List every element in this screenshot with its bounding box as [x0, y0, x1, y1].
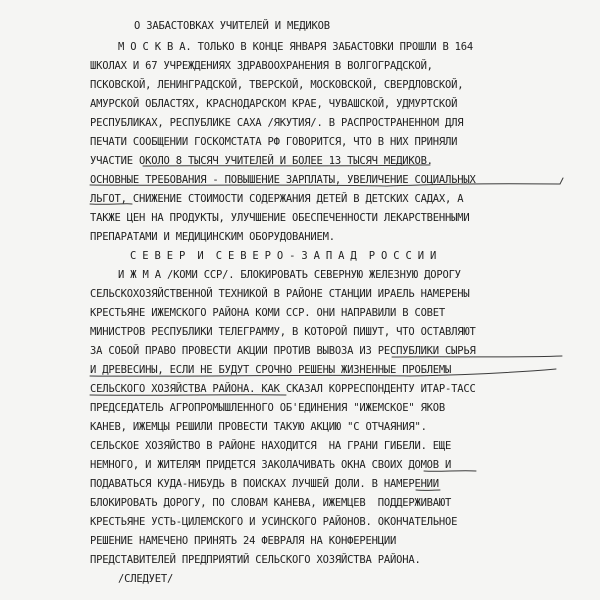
text-line: АМУРСКОЙ ОБЛАСТЯХ, КРАСНОДАРСКОМ КРАЕ, ЧУВАШСКОЙ, УДМУРТСКОЙ	[90, 98, 458, 110]
text-line: ПРЕДСТАВИТЕЛЕЙ ПРЕДПРИЯТИЙ СЕЛЬСКОГО ХОЗЯЙСТВА РАЙОНА.	[90, 554, 421, 566]
text-line: ПОДАВАТЬСЯ КУДА-НИБУДЬ В ПОИСКАХ ЛУЧШЕЙ ДОЛИ. В НАМЕРЕНИИ	[90, 478, 439, 490]
text-line: МИНИСТРОВ РЕСПУБЛИКИ ТЕЛЕГРАММУ, В КОТОРОЙ ПИШУТ, ЧТО ОСТАВЛЯЮТ	[90, 326, 476, 338]
text-line: КАНЕВ, ИЖЕМЦЫ РЕШИЛИ ПРОВЕСТИ ТАКУЮ АКЦИЮ "С ОТЧАЯНИЯ".	[90, 421, 427, 433]
text-line: РЕСПУБЛИКАХ, РЕСПУБЛИКЕ САХА /ЯКУТИЯ/. В РАСПРОСТРАНЕННОМ ДЛЯ	[90, 117, 464, 129]
text-line: И Ж М А /КОМИ ССР/. БЛОКИРОВАТЬ СЕВЕРНУЮ ЖЕЛЕЗНУЮ ДОРОГУ	[118, 269, 461, 281]
text-line: И ДРЕВЕСИНЫ, ЕСЛИ НЕ БУДУТ СРОЧНО РЕШЕНЫ ЖИЗНЕННЫЕ ПРОБЛЕМЫ	[90, 364, 452, 376]
document-title: О ЗАБАСТОВКАХ УЧИТЕЛЕЙ И МЕДИКОВ	[134, 20, 330, 32]
text-line: ЗА СОБОЙ ПРАВО ПРОВЕСТИ АКЦИИ ПРОТИВ ВЫВОЗА ИЗ РЕСПУБЛИКИ СЫРЬЯ	[90, 345, 476, 357]
text-line: СЕЛЬСКОХОЗЯЙСТВЕННОЙ ТЕХНИКОЙ В РАЙОНЕ СТАНЦИИ ИРАЕЛЬ НАМЕРЕНЫ	[90, 288, 470, 300]
text-line: ШКОЛАХ И 67 УЧРЕЖДЕНИЯХ ЗДРАВООХРАНЕНИЯ В ВОЛГОГРАДСКОЙ,	[90, 60, 433, 72]
text-line: ТАКЖЕ ЦЕН НА ПРОДУКТЫ, УЛУЧШЕНИЕ ОБЕСПЕЧЕННОСТИ ЛЕКАРСТВЕННЫМИ	[90, 212, 470, 224]
text-line: М О С К В А. ТОЛЬКО В КОНЦЕ ЯНВАРЯ ЗАБАСТОВКИ ПРОШЛИ В 164	[118, 41, 474, 53]
text-line: ЛЬГОТ, СНИЖЕНИЕ СТОИМОСТИ СОДЕРЖАНИЯ ДЕТЕЙ В ДЕТСКИХ САДАХ, А	[90, 193, 464, 205]
continuation-mark: /СЛЕДУЕТ/	[118, 573, 174, 585]
text-line: ПРЕПАРАТАМИ И МЕДИЦИНСКИМ ОБОРУДОВАНИЕМ.	[90, 231, 335, 243]
text-line: РЕШЕНИЕ НАМЕЧЕНО ПРИНЯТЬ 24 ФЕВРАЛЯ НА КОНФЕРЕНЦИИ	[90, 535, 397, 547]
text-line: КРЕСТЬЯНЕ УСТЬ-ЦИЛЕМСКОГО И УСИНСКОГО РАЙОНОВ. ОКОНЧАТЕЛЬНОЕ	[90, 516, 458, 528]
text-line: БЛОКИРОВАТЬ ДОРОГУ, ПО СЛОВАМ КАНЕВА, ИЖЕМЦЕВ ПОДДЕРЖИВАЮТ	[90, 497, 452, 509]
section-heading: С Е В Е Р И С Е В Е Р О - З А П А Д Р О С С И И	[130, 250, 437, 262]
text-line: СЕЛЬСКОЕ ХОЗЯЙСТВО В РАЙОНЕ НАХОДИТСЯ НА ГРАНИ ГИБЕЛИ. ЕЩЕ	[90, 440, 452, 452]
text-line: ОСНОВНЫЕ ТРЕБОВАНИЯ - ПОВЫШЕНИЕ ЗАРПЛАТЫ, УВЕЛИЧЕНИЕ СОЦИАЛЬНЫХ	[90, 174, 476, 186]
text-line: НЕМНОГО, И ЖИТЕЛЯМ ПРИДЕТСЯ ЗАКОЛАЧИВАТЬ ОКНА СВОИХ ДОМОВ И	[90, 459, 452, 471]
text-line: ПРЕДСЕДАТЕЛЬ АГРОПРОМЫШЛЕННОГО ОБ'ЕДИНЕНИЯ "ИЖЕМСКОЕ" ЯКОВ	[90, 402, 446, 414]
text-line: СЕЛЬСКОГО ХОЗЯЙСТВА РАЙОНА. КАК СКАЗАЛ КОРРЕСПОНДЕНТУ ИТАР-ТАСС	[90, 383, 476, 395]
text-line: КРЕСТЬЯНЕ ИЖЕМСКОГО РАЙОНА КОМИ ССР. ОНИ НАПРАВИЛИ В СОВЕТ	[90, 307, 446, 319]
text-line: ПЕЧАТИ СООБЩЕНИИ ГОСКОМСТАТА РФ ГОВОРИТСЯ, ЧТО В НИХ ПРИНЯЛИ	[90, 136, 458, 148]
text-line: ПСКОВСКОЙ, ЛЕНИНГРАДСКОЙ, ТВЕРСКОЙ, МОСКОВСКОЙ, СВЕРДЛОВСКОЙ,	[90, 79, 464, 91]
text-line: УЧАСТИЕ ОКОЛО 8 ТЫСЯЧ УЧИТЕЛЕЙ И БОЛЕЕ 13 ТЫСЯЧ МЕДИКОВ.	[90, 155, 433, 167]
